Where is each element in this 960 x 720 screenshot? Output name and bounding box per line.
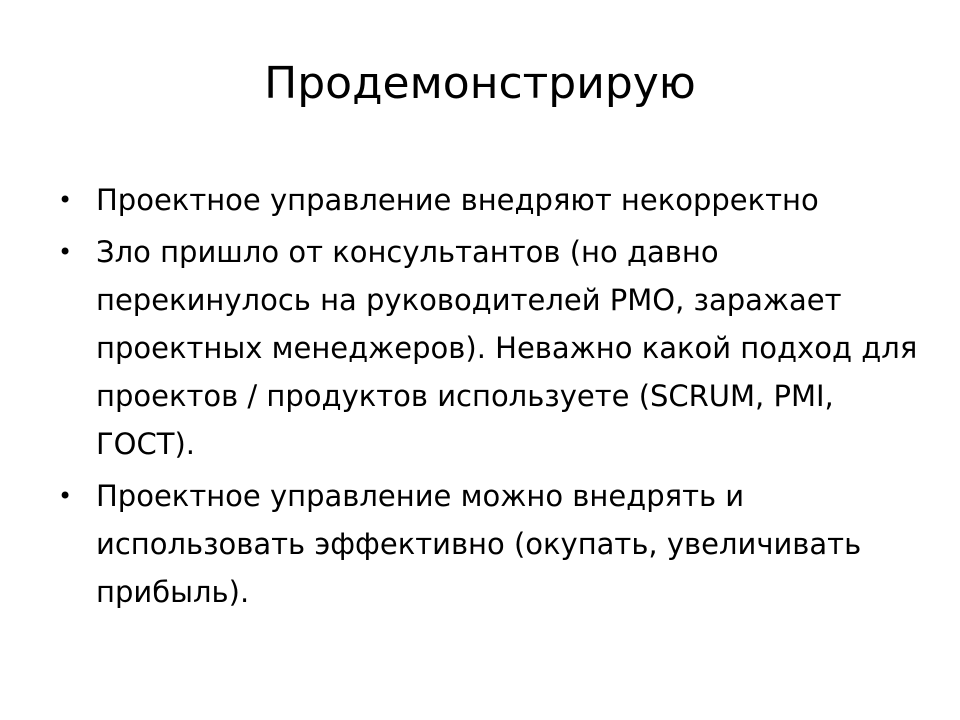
bullet-text-2: Зло пришло от консультантов (но давно перекинулось на руководителей PMO, заражает проектных менеджеров). Неважно какой подход для проектов / продуктов используете (SCRUM, PMI, ГОСТ). <box>96 235 918 461</box>
slide-title: Продемонстрирую <box>264 58 696 109</box>
bullet-dot-icon: • <box>58 238 73 266</box>
bullet-item-3 <box>58 472 918 616</box>
bullet-text-3: Проектное управление можно внедрять и использовать эффективно (окупать, увеличивать прибыль). <box>96 479 862 609</box>
bullet-dot-icon: • <box>58 186 73 214</box>
bullet-list <box>58 176 918 620</box>
bullet-item-1 <box>58 176 918 224</box>
bullet-dot-icon: • <box>58 482 73 510</box>
bullet-text-1: Проектное управление внедряют некорректно <box>96 183 819 217</box>
bullet-item-2 <box>58 228 918 468</box>
